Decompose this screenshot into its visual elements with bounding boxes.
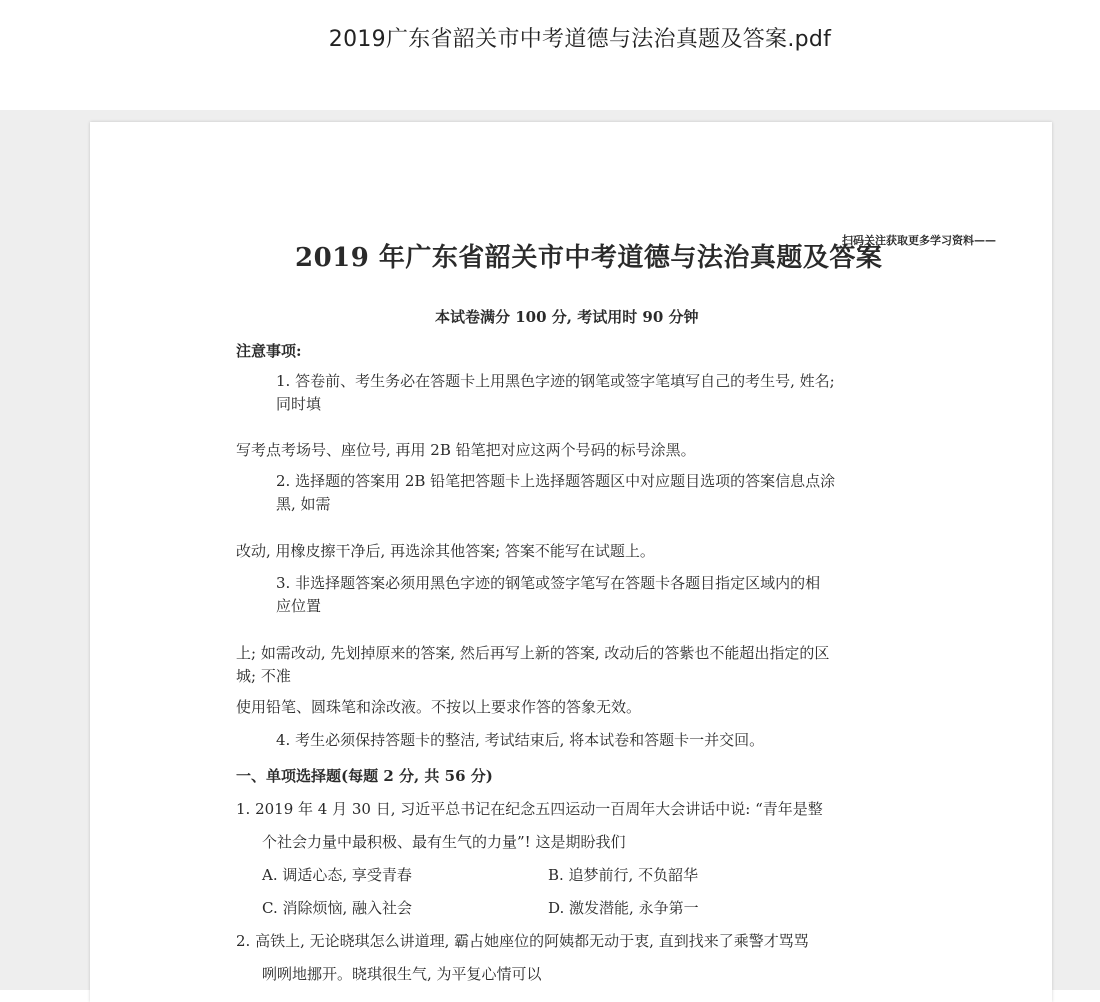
note-line: 城; 不准 xyxy=(236,667,291,685)
note-line: 上; 如需改动, 先划掉原来的答案, 然后再写上新的答案, 改动后的答紫也不能超出指定的区 xyxy=(236,644,830,662)
document-title: 2019 年广东省韶关市中考道德与法治真题及答案 xyxy=(295,243,883,273)
viewer-header xyxy=(0,0,1100,110)
notes-heading: 注意事项: xyxy=(236,342,302,360)
question-stem: 咧咧地挪开。晓琪很生气, 为平复心情可以 xyxy=(262,965,542,983)
note-line: 同时填 xyxy=(276,395,322,413)
note-line: 4. 考生必须保持答题卡的整洁, 考试结束后, 将本试卷和答题卡一并交回。 xyxy=(276,731,765,749)
question-stem: 2. 高铁上, 无论晓琪怎么讲道理, 霸占她座位的阿姨都无动于衷, 直到找来了乘警才骂骂 xyxy=(236,932,809,950)
option-d: D. 激发潜能, 永争第一 xyxy=(548,899,699,917)
option-c: C. 消除烦恼, 融入社会 xyxy=(262,899,413,917)
document-subtitle: 本试卷满分 100 分, 考试用时 90 分钟 xyxy=(435,308,699,326)
option-a: A. 调适心态, 享受青春 xyxy=(262,866,412,884)
note-line: 写考点考场号、座位号, 再用 2B 铅笔把对应这两个号码的标号涂黑。 xyxy=(236,441,696,459)
note-line: 使用铅笔、圆珠笔和涂改液。不按以上要求作答的答象无效。 xyxy=(236,698,642,716)
note-line: 3. 非选择题答案必须用黑色字迹的钢笔或签字笔写在答题卡各题目指定区域内的相 xyxy=(276,574,821,592)
question-stem: 1. 2019 年 4 月 30 日, 习近平总书记在纪念五四运动一百周年大会讲话中说: “青年是整 xyxy=(236,800,823,818)
note-line: 1. 答卷前、考生务必在答题卡上用黑色字迹的钢笔或签字笔填写自己的考生号, 姓名; xyxy=(276,372,835,390)
question-stem: 个社会力量中最积极、最有生气的力量”! 这是期盼我们 xyxy=(262,833,626,851)
pdf-page xyxy=(90,122,1052,1002)
option-b: B. 追梦前行, 不负韶华 xyxy=(548,866,699,884)
file-title: 2019广东省韶关市中考道德与法治真题及答案.pdf xyxy=(328,27,832,52)
note-line: 2. 选择题的答案用 2B 铅笔把答题卡上选择题答题区中对应题目选项的答案信息点涂 xyxy=(276,472,836,490)
note-line: 改动, 用橡皮擦干净后, 再选涂其他答案; 答案不能写在试题上。 xyxy=(236,542,655,560)
qr-note: 扫码关注获取更多学习资料—— xyxy=(842,234,996,247)
note-line: 应位置 xyxy=(276,597,322,615)
note-line: 黑, 如需 xyxy=(276,495,331,513)
section-heading: 一、单项选择题(每题 2 分, 共 56 分) xyxy=(236,767,493,785)
